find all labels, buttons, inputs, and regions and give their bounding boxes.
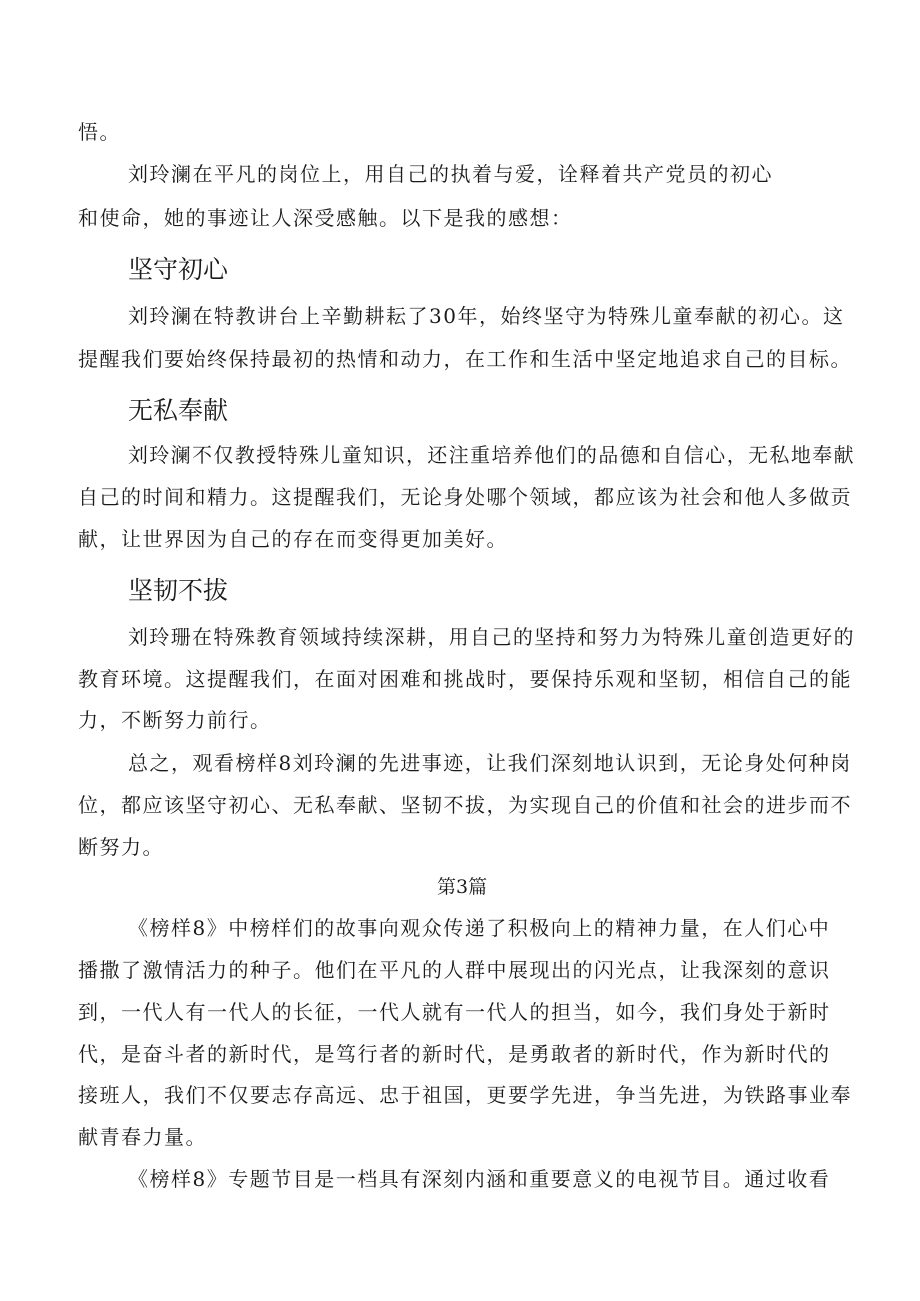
paragraph-line: 刘玲澜在特教讲台上辛勤耕耘了30年，始终坚守为特殊儿童奉献的初心。这 xyxy=(128,304,845,328)
paragraph-line: 自己的时间和精力。这提醒我们，无论身处哪个领域，都应该为社会和他人多做贡 xyxy=(78,485,852,509)
paragraph-line: 和使命，她的事迹让人深受感触。以下是我的感想： xyxy=(78,206,573,230)
paragraph-line: 刘玲澜不仅教授特殊儿童知识，还注重培养他们的品德和自信心，无私地奉献 xyxy=(128,443,855,467)
paragraph-line: 献，让世界因为自己的存在而变得更加美好。 xyxy=(78,527,508,551)
paragraph-line: 位，都应该坚守初心、无私奉献、坚韧不拔，为实现自己的价值和社会的进步而不 xyxy=(78,793,852,817)
paragraph-line: 刘玲澜在平凡的岗位上，用自己的执着与爱，诠释着共产党员的初心 xyxy=(128,162,773,186)
section-heading: 坚守初心 xyxy=(128,255,229,284)
paragraph-line: 接班人，我们不仅要志存高远、忠于祖国，更要学先进，争当先进，为铁路事业奉 xyxy=(78,1083,852,1107)
section-heading: 坚韧不拔 xyxy=(128,576,229,605)
paragraph-line: 播撒了激情活力的种子。他们在平凡的人群中展现出的闪光点，让我深刻的意识 xyxy=(78,958,831,982)
paragraph-line: 《榜样8》中榜样们的故事向观众传递了积极向上的精神力量，在人们心中 xyxy=(128,916,831,940)
section-title: 第3篇 xyxy=(437,876,488,898)
paragraph-line: 悟。 xyxy=(78,120,121,144)
paragraph-line: 力，不断努力前行。 xyxy=(78,708,272,732)
paragraph-line: 刘玲珊在特殊教育领域持续深耕，用自己的坚持和努力为特殊儿童创造更好的 xyxy=(128,625,855,649)
paragraph-line: 教育环境。这提醒我们，在面对困难和挑战时，要保持乐观和坚韧，相信自己的能 xyxy=(78,667,852,691)
paragraph-line: 到，一代人有一代人的长征，一代人就有一代人的担当，如今，我们身处于新时 xyxy=(78,1000,831,1024)
paragraph-line: 代，是奋斗者的新时代，是笃行者的新时代，是勇敢者的新时代，作为新时代的 xyxy=(78,1042,831,1066)
section-heading: 无私奉献 xyxy=(128,396,229,425)
paragraph-line: 断努力。 xyxy=(78,835,164,859)
paragraph-line: 总之，观看榜样8刘玲澜的先进事迹，让我们深刻地认识到，无论身处何种岗 xyxy=(128,751,852,775)
paragraph-line: 提醒我们要始终保持最初的热情和动力，在工作和生活中坚定地追求自己的目标。 xyxy=(78,347,852,371)
paragraph-line: 《榜样8》专题节目是一档具有深刻内涵和重要意义的电视节目。通过收看 xyxy=(128,1167,831,1191)
paragraph-line: 献青春力量。 xyxy=(78,1125,207,1149)
